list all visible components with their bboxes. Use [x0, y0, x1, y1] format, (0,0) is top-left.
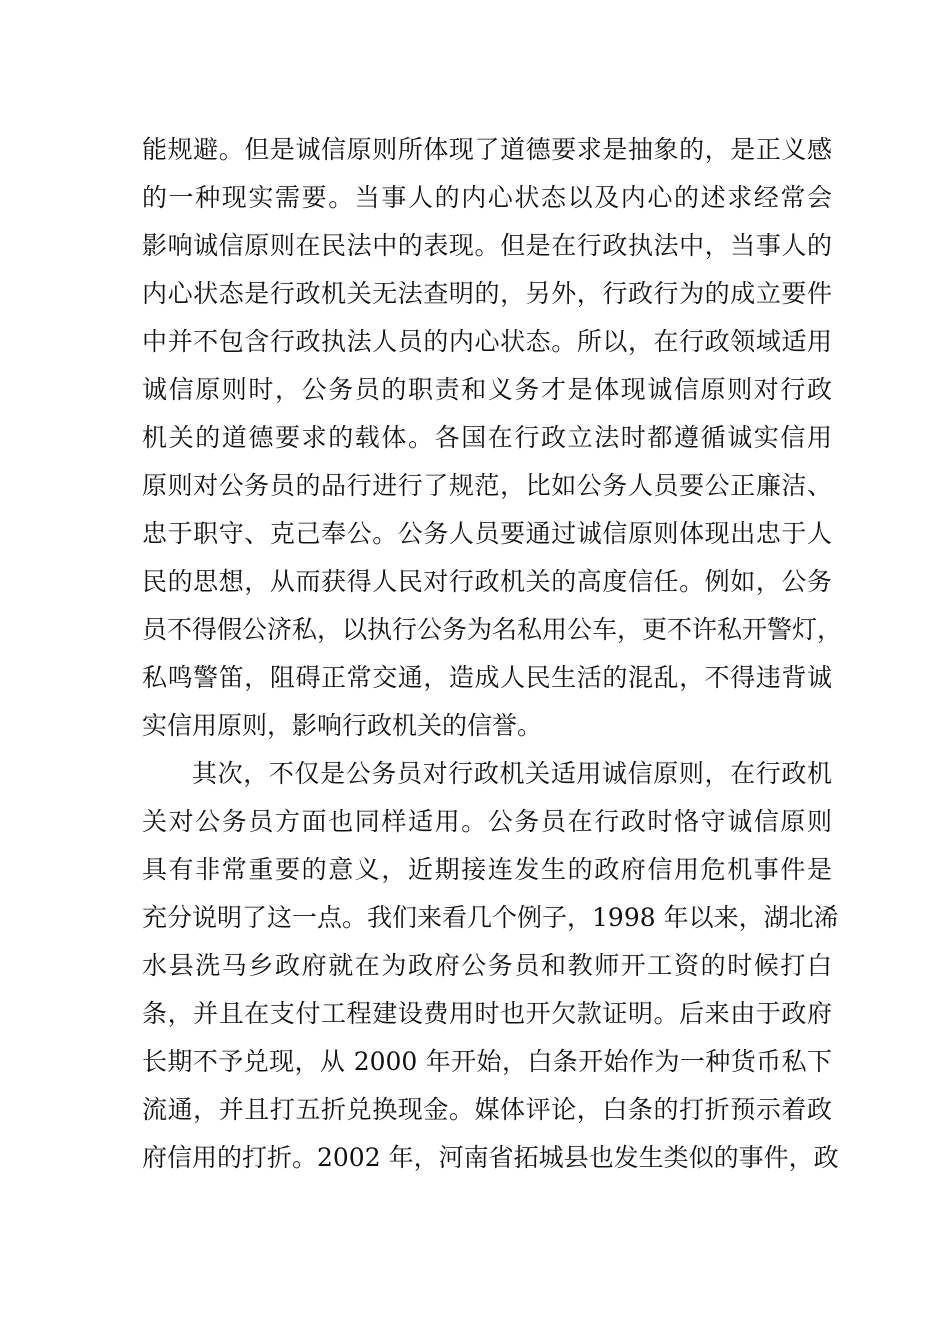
text-line: 员不得假公济私，以执行公务为名私用公车，更不许私开警灯，	[142, 615, 843, 644]
paragraph-1	[142, 126, 843, 750]
paragraph-2	[142, 750, 839, 1182]
text-line: 原则对公务员的品行进行了规范，比如公务人员要公正廉洁、	[142, 471, 832, 500]
text-line: 水县洗马乡政府就在为政府公务员和教师开工资的时候打白	[142, 951, 832, 980]
text-line: 充分说明了这一点。我们来看几个例子，1998 年以来，湖北浠	[142, 903, 839, 932]
text-line: 长期不予兑现，从 2000 年开始，白条开始作为一种货币私下	[142, 1047, 832, 1076]
text-line: 忠于职守、克己奉公。公务人员要通过诚信原则体现出忠于人	[142, 519, 832, 548]
text-line: 的一种现实需要。当事人的内心状态以及内心的述求经常会	[142, 183, 832, 212]
text-line: 流通，并且打五折兑换现金。媒体评论，白条的打折预示着政	[142, 1095, 832, 1124]
text-line: 府信用的打折。2002 年，河南省拓城县也发生类似的事件，政	[142, 1143, 839, 1172]
text-line: 其次，不仅是公务员对行政机关适用诚信原则，在行政机	[192, 759, 832, 788]
text-line: 诚信原则时，公务员的职责和义务才是体现诚信原则对行政	[142, 375, 832, 404]
text-line: 条，并且在支付工程建设费用时也开欠款证明。后来由于政府	[142, 999, 832, 1028]
text-line: 关对公务员方面也同样适用。公务员在行政时恪守诚信原则	[142, 807, 832, 836]
text-line: 机关的道德要求的载体。各国在行政立法时都遵循诚实信用	[142, 423, 832, 452]
document-body	[142, 126, 843, 1182]
text-line: 具有非常重要的意义，近期接连发生的政府信用危机事件是	[142, 855, 832, 884]
text-line: 私鸣警笛，阻碍正常交通，造成人民生活的混乱，不得违背诚	[142, 663, 832, 692]
text-line: 内心状态是行政机关无法查明的，另外，行政行为的成立要件	[142, 279, 832, 308]
text-line: 影响诚信原则在民法中的表现。但是在行政执法中，当事人的	[142, 231, 832, 260]
text-line: 能规避。但是诚信原则所体现了道德要求是抽象的，是正义感	[142, 135, 832, 164]
text-line: 中并不包含行政执法人员的内心状态。所以，在行政领域适用	[142, 327, 832, 356]
text-line: 民的思想，从而获得人民对行政机关的高度信任。例如，公务	[142, 567, 832, 596]
text-line: 实信用原则，影响行政机关的信誉。	[142, 711, 543, 740]
